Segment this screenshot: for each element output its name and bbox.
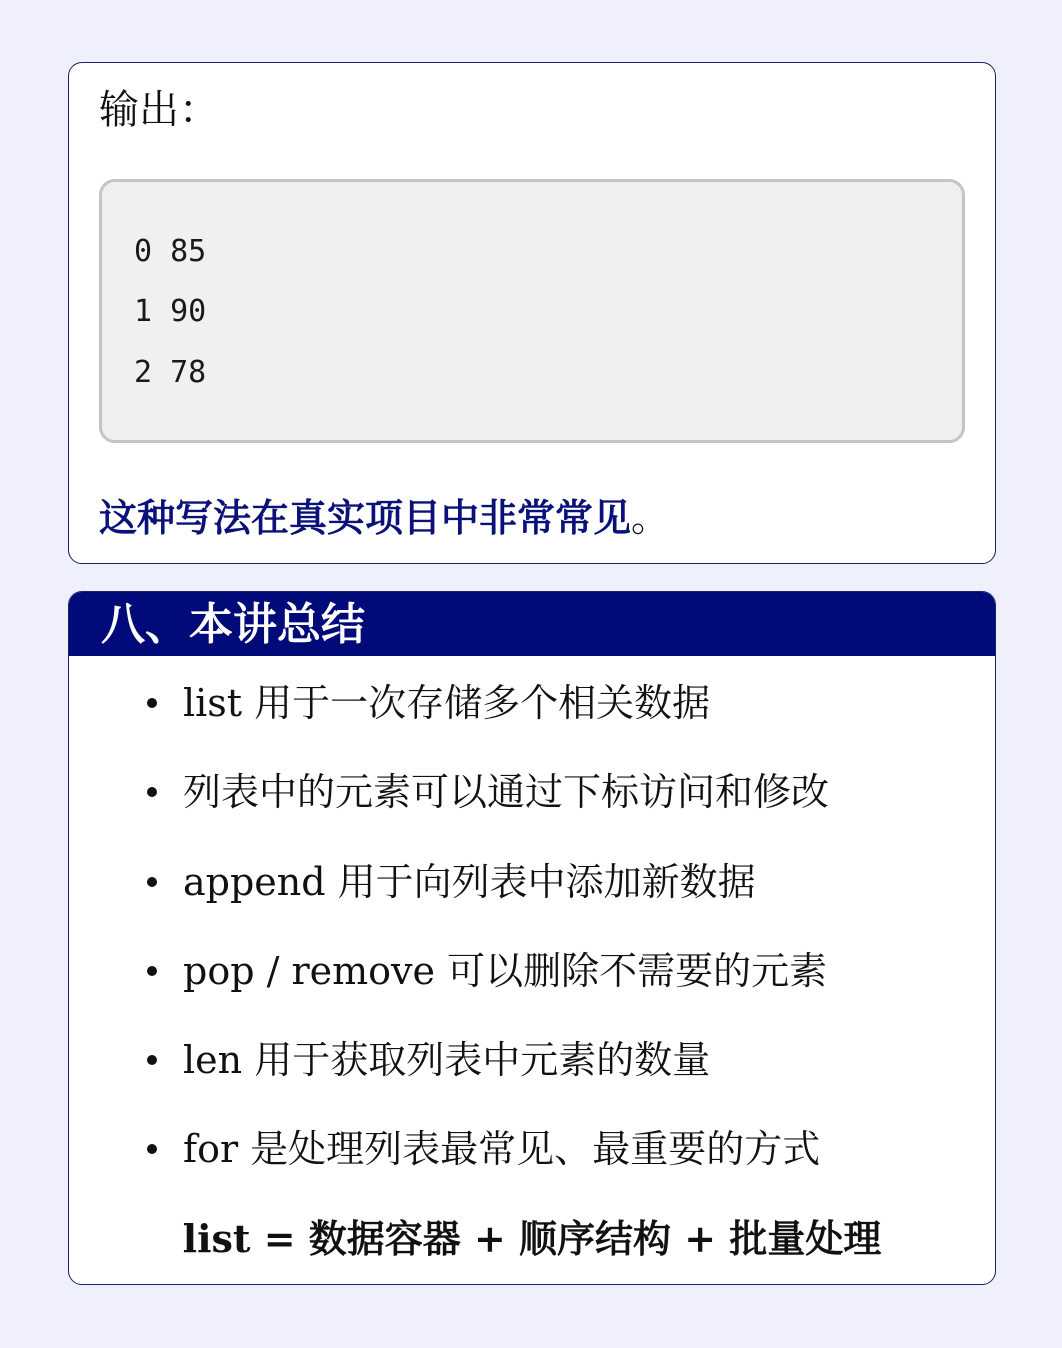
list-item — [147, 678, 967, 728]
bullet-icon — [147, 1055, 157, 1065]
summary-formula: list = 数据容器 + 顺序结构 + 批量处理 — [182, 1216, 882, 1261]
code-line: 2 78 — [134, 355, 207, 390]
emphasis-note — [99, 493, 669, 543]
summary-card — [68, 591, 996, 1285]
output-label: 输出： — [99, 87, 219, 133]
bullet-icon — [147, 787, 157, 797]
list-item-text: append 用于向列表中添加新数据 — [183, 860, 756, 904]
output-card — [68, 62, 996, 564]
summary-title: 八、本讲总结 — [101, 599, 365, 650]
list-item-text: list 用于一次存储多个相关数据 — [183, 681, 711, 725]
list-item-text: pop / remove 可以删除不需要的元素 — [183, 949, 828, 993]
code-output-block — [99, 179, 965, 443]
summary-header-bar — [69, 592, 995, 656]
list-item — [147, 857, 967, 907]
list-item-text: len 用于获取列表中元素的数量 — [183, 1038, 711, 1082]
list-item — [147, 946, 967, 996]
emphasis-note-period: 。 — [631, 496, 670, 540]
code-line: 0 85 — [134, 234, 207, 269]
bullet-icon — [147, 966, 157, 976]
list-item — [147, 1035, 967, 1085]
emphasis-note-text: 这种写法在真实项目中非常常见 — [99, 495, 632, 540]
list-item-text: for 是处理列表最常见、最重要的方式 — [183, 1127, 821, 1171]
list-item — [147, 1124, 967, 1174]
bullet-icon — [147, 877, 157, 887]
bullet-icon — [147, 1144, 157, 1154]
bullet-icon — [147, 698, 157, 708]
list-item — [147, 767, 967, 817]
code-line: 1 90 — [134, 294, 207, 329]
list-item-text: 列表中的元素可以通过下标访问和修改 — [183, 770, 830, 814]
